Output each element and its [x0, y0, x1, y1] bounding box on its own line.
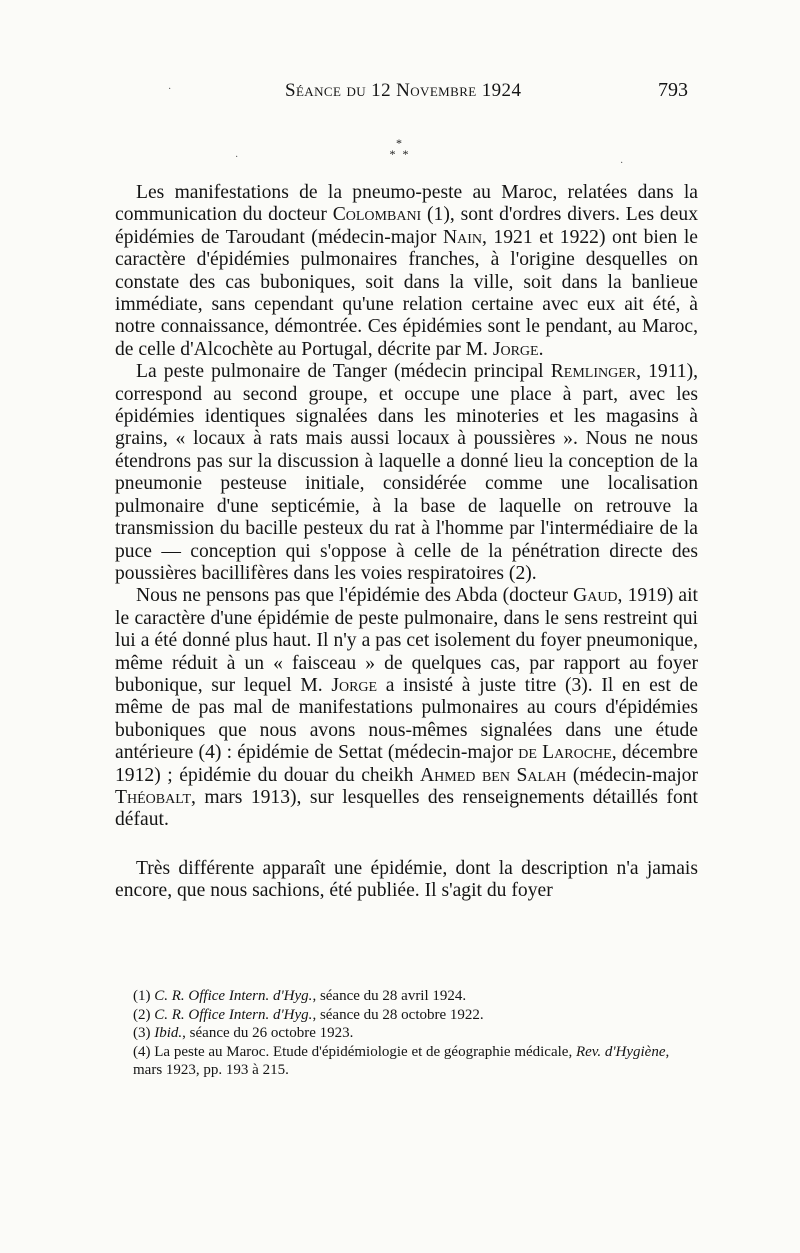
author-name-jorge: Jorge [492, 338, 539, 360]
paragraph-3 [115, 585, 698, 831]
text-span: , 1911), correspond au second groupe, et occupe une place à part, avec les épidémies identiques signalées dans les minoteries et les magasins à grains, « locaux à rats mais aussi locaux à poussières ». Nous ne nous étendrons pas sur la discussion à laquelle a donné lieu la conception de la pneumonie pesteuse initiale, considérée comme une localisation pulmonaire d'une septicémie, à la base de laquelle on retrouve la transmission du bacille pesteux du rat à l'homme par l'intermédiaire de la puce — conception qui s'oppose à celle de la pénétration directe des poussières bacillifères dans les voies respiratoires (2). [115, 361, 698, 584]
citation-detail: , mars 1923, pp. 193 à 215. [133, 1043, 670, 1079]
text-span: a insisté à juste titre (3). Il en est de même de pas mal de manifestations pulmonaires au cours d'épidémies buboniques que nous avons nous-mêmes signalées dans une étude antérieure (4) : épidémie de Settat (médecin-major [115, 674, 698, 764]
footnote-marker: (1) [133, 988, 155, 1004]
footnote-4 [115, 1043, 698, 1080]
citation-title: Rev. d'Hygiène [575, 1043, 666, 1060]
citation-title: C. R. Office Intern. d'Hyg. [154, 1006, 313, 1023]
citation-text: La peste au Maroc. Etude d'épidémiologie et de géographie médicale, [154, 1043, 576, 1060]
asterism-top: * [396, 136, 404, 150]
footnote-1 [115, 987, 698, 1006]
asterism-bottom: * * [389, 147, 411, 161]
footnote-marker: (4) [133, 1043, 155, 1060]
author-name-gaud: Gaud [573, 585, 618, 607]
text-span: , 1921 et 1922) ont bien le caractère d'épidémies pulmonaires franches, à l'origine desquelles on constate des cas buboniques, soit dans la ville, soit dans la banlieue immédiate, sans cependant qu'une relation certaine avec eux ait été, à notre connaissance, démontrée. Ces épidémies sont le pendant, au Maroc, de celle d'Alcochète au Portugal, décrite par M. [115, 226, 698, 360]
footnote-marker: (2) [133, 1006, 155, 1023]
author-name-jorge-2: Jorge [331, 674, 378, 696]
name-ahmed-ben-salah: Ahmed ben Salah [420, 764, 567, 786]
author-name-nain: Nain [442, 226, 482, 248]
text-span: , décembre 1912) ; épidémie du douar du cheikh [115, 742, 698, 786]
footnote-3 [115, 1024, 698, 1043]
speck-mark: · [620, 158, 624, 169]
footnote-2 [115, 1006, 698, 1025]
text-span: Les manifestations de la pneumo-peste au Maroc, relatées dans la communication du docteur [115, 182, 698, 226]
citation-detail: , séance du 28 octobre 1922. [312, 1006, 484, 1023]
author-name-laroche: de Laroche [518, 742, 612, 764]
author-name-colombani: Colombani [332, 204, 422, 226]
author-name-theobalt: Théobalt [115, 786, 192, 808]
text-span: . [538, 338, 544, 360]
author-name-remlinger: Remlinger [550, 361, 637, 383]
text-span: , 1919) ait le caractère d'une épidémie de peste pulmonaire, dans le sens restreint qui lui a été donné plus haut. Il n'y a pas cet isolement du foyer pneumonique, même réduit à un « faisceau » de quelques cas, par rapport au foyer bubonique, sur lequel M. [115, 585, 698, 696]
paragraph-2 [115, 361, 698, 585]
text-span: La peste pulmonaire de Tanger (médecin principal [136, 361, 551, 383]
citation-title: Ibid. [154, 1025, 183, 1042]
body-text [115, 182, 698, 903]
text-span: (1), sont d'ordres divers. Les deux épidémies de Taroudant (médecin-major [115, 204, 698, 248]
page-number: 793 [658, 79, 688, 101]
citation-title: C. R. Office Intern. d'Hyg. [154, 988, 313, 1004]
page-header [0, 76, 800, 106]
paragraph-4: Très différente apparaît une épidémie, dont la description n'a jamais encore, que nous sachions, été publiée. Il s'agit du foyer [115, 857, 698, 902]
footnotes [115, 987, 698, 1080]
speck-mark: · [168, 84, 172, 95]
text-span: , mars 1913), sur lesquelles des renseignements détaillés font défaut. [115, 786, 698, 831]
citation-detail: , séance du 26 octobre 1923. [182, 1025, 354, 1042]
speck-mark: · [235, 152, 239, 163]
section-separator [380, 138, 420, 160]
running-title: Séance du 12 Novembre 1924 [285, 80, 522, 101]
paragraph-1 [115, 182, 698, 361]
text-span: Nous ne pensons pas que l'épidémie des Abda (docteur [136, 585, 574, 607]
citation-detail: , séance du 28 avril 1924. [312, 988, 467, 1004]
footnote-marker: (3) [133, 1025, 155, 1042]
text-span: (médecin-major [566, 764, 698, 786]
